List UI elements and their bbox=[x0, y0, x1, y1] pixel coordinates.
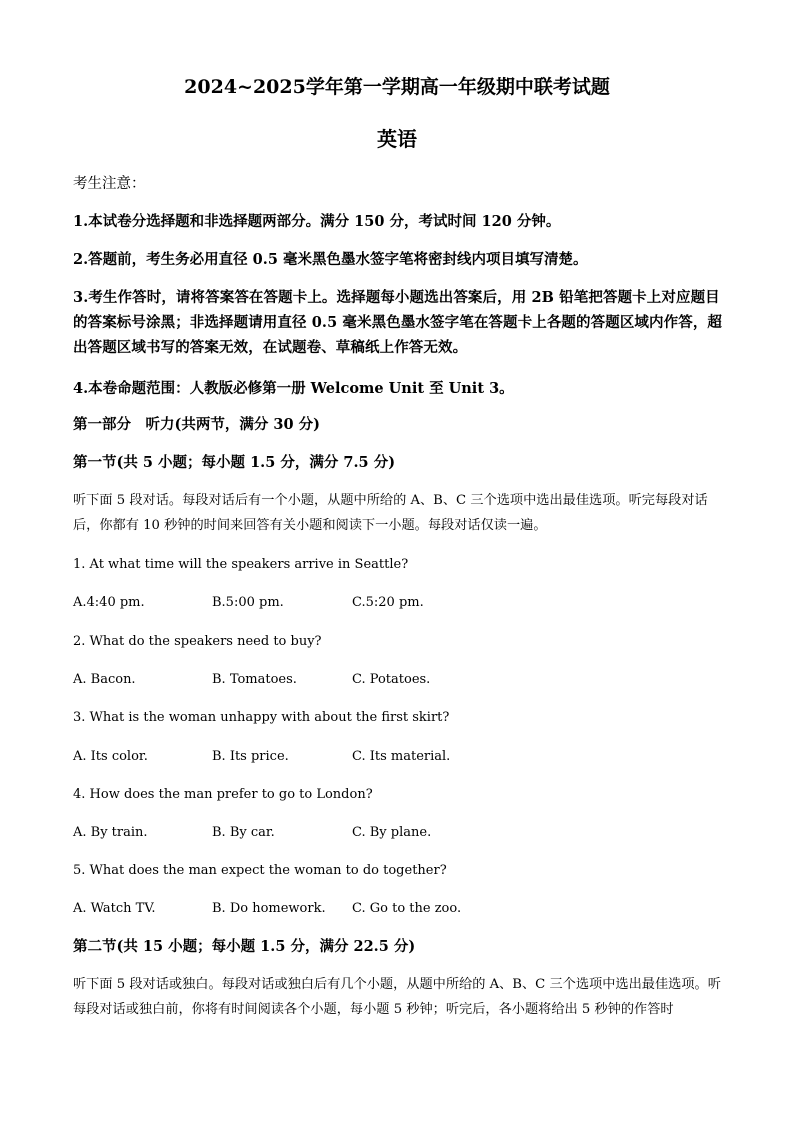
part1-heading: 第一部分 听力(共两节，满分 30 分) bbox=[73, 416, 320, 433]
question-2: 2. What do the speakers need to buy? bbox=[73, 634, 322, 649]
q1-option-b: B.5:00 pm. bbox=[212, 595, 284, 610]
notice-item-4: 4.本卷命题范围：人教版必修第一册 Welcome Unit 至 Unit 3。 bbox=[73, 380, 514, 397]
notice-heading: 考生注意： bbox=[73, 176, 146, 192]
q1-option-c: C.5:20 pm. bbox=[352, 595, 424, 610]
q3-option-c: C. Its material. bbox=[352, 749, 451, 764]
exam-title: 2024~2025学年第一学期高一年级期中联考试题 bbox=[184, 76, 610, 98]
section1-instructions: 听下面 5 段对话。每段对话后有一个小题，从题中所给的 A、B、C 三个选项中选出最佳选项。听完每段对话后，你都有 10 秒钟的时间来回答有关小题和阅读下一小题。每段对话仅读一遍。 bbox=[73, 493, 708, 533]
q5-option-a: A. Watch TV. bbox=[73, 901, 156, 916]
question-1: 1. At what time will the speakers arrive in Seattle? bbox=[73, 557, 409, 572]
q4-option-b: B. By car. bbox=[212, 825, 275, 840]
section2-instructions: 听下面 5 段对话或独白。每段对话或独白后有几个小题，从题中所给的 A、B、C 三个选项中选出最佳选项。听每段对话或独白前，你将有时间阅读各个小题，每小题 5 秒钟；听完后，各小题将给出 5 秒钟的作答时 bbox=[73, 977, 721, 1017]
section2-heading: 第二节(共 15 小题；每小题 1.5 分，满分 22.5 分) bbox=[73, 938, 416, 955]
subject-title: 英语 bbox=[377, 127, 417, 151]
q4-option-c: C. By plane. bbox=[352, 825, 432, 840]
q5-option-b: B. Do homework. bbox=[212, 901, 326, 916]
notice-item-1: 1.本试卷分选择题和非选择题两部分。满分 150 分，考试时间 120 分钟。 bbox=[73, 213, 561, 230]
notice-item-2: 2.答题前，考生务必用直径 0.5 毫米黑色墨水签字笔将密封线内项目填写清楚。 bbox=[73, 251, 588, 268]
q2-option-c: C. Potatoes. bbox=[352, 672, 431, 687]
q1-option-a: A.4:40 pm. bbox=[73, 595, 145, 610]
section1-heading: 第一节(共 5 小题；每小题 1.5 分，满分 7.5 分) bbox=[73, 454, 396, 471]
q3-option-b: B. Its price. bbox=[212, 749, 289, 764]
question-4: 4. How does the man prefer to go to London? bbox=[73, 787, 373, 802]
question-5: 5. What does the man expect the woman to do together? bbox=[73, 863, 447, 878]
q5-option-c: C. Go to the zoo. bbox=[352, 901, 462, 916]
q4-option-a: A. By train. bbox=[73, 825, 148, 840]
q2-option-b: B. Tomatoes. bbox=[212, 672, 297, 687]
q3-option-a: A. Its color. bbox=[73, 749, 148, 764]
q2-option-a: A. Bacon. bbox=[73, 672, 136, 687]
question-3: 3. What is the woman unhappy with about the first skirt? bbox=[73, 710, 450, 725]
notice-item-3: 3.考生作答时，请将答案答在答题卡上。选择题每小题选出答案后，用 2B 铅笔把答题卡上对应题目的答案标号涂黑；非选择题请用直径 0.5 毫米黑色墨水签字笔在答题卡上各题的答题区域内作答，超出答题区域书写的答案无效，在试题卷、草稿纸上作答无效。 bbox=[73, 289, 723, 356]
